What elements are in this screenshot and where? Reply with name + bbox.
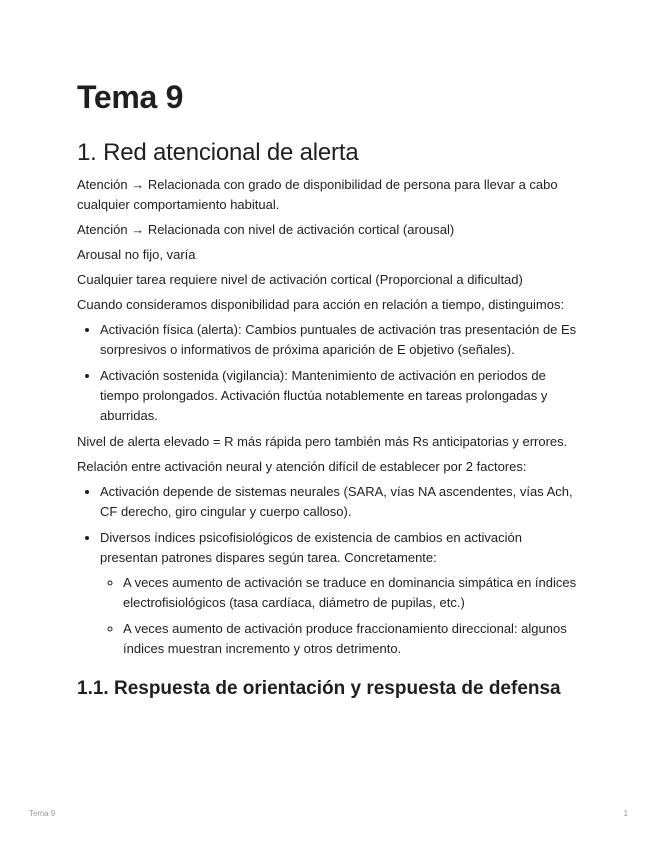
paragraph: Relación entre activación neural y atención difícil de establecer por 2 factores: [77,459,527,474]
list-item [100,528,582,659]
bullet-list [77,482,582,659]
paragraph: Arousal no fijo, varía [77,247,196,262]
list-item: • Activación física (alerta): Cambios puntuales de activación tras presentación de Es sorpresivos o informativos de próxima aparición de E objetivo (señales). [100,320,582,360]
paragraph: Cuando consideramos disponibilidad para acción en relación a tiempo, distinguimos: [77,297,565,312]
page-title: Tema 9 [77,79,184,115]
section-heading: 1. Red atencional de alerta [77,139,359,166]
footer-doc-title: Tema 9 [29,809,56,818]
bullet-list [77,320,582,426]
list-item-text: Diversos índices psicofisiológicos de existencia de cambios en activación presentan patrones dispares según tarea. Concretamente: [100,530,522,565]
paragraph: Nivel de alerta elevado = R más rápida pero también más Rs anticipatorias y errores. [77,434,568,449]
document-page [77,78,582,701]
list-item: • Activación depende de sistemas neurales (SARA, vías NA ascendentes, vías Ach, CF derecho, giro cingular y cuerpo calloso). [100,482,582,522]
paragraph: Atención → Relacionada con grado de disponibilidad de persona para llevar a cabo cualquier comportamiento habitual. [77,177,558,212]
paragraph: Atención → Relacionada con nivel de activación cortical (arousal) [77,222,455,237]
page-number: 1 [623,809,628,818]
subsection-heading: 1.1. Respuesta de orientación y respuesta de defensa [77,678,561,699]
nested-list-item: ◦ A veces aumento de activación produce fraccionamiento direccional: algunos índices muestran incremento y otros detrimento. [123,619,582,659]
nested-list-item: ◦ A veces aumento de activación se traduce en dominancia simpática en índices electrofisiológicos (tasa cardíaca, diámetro de pupilas, etc.) [123,573,582,613]
list-item: • Activación sostenida (vigilancia): Mantenimiento de activación en periodos de tiempo prolongados. Activación fluctúa notablemente en tareas prolongadas y aburridas. [100,366,582,426]
nested-bullet-list [100,573,582,659]
paragraph: Cualquier tarea requiere nivel de activación cortical (Proporcional a dificultad) [77,272,523,287]
